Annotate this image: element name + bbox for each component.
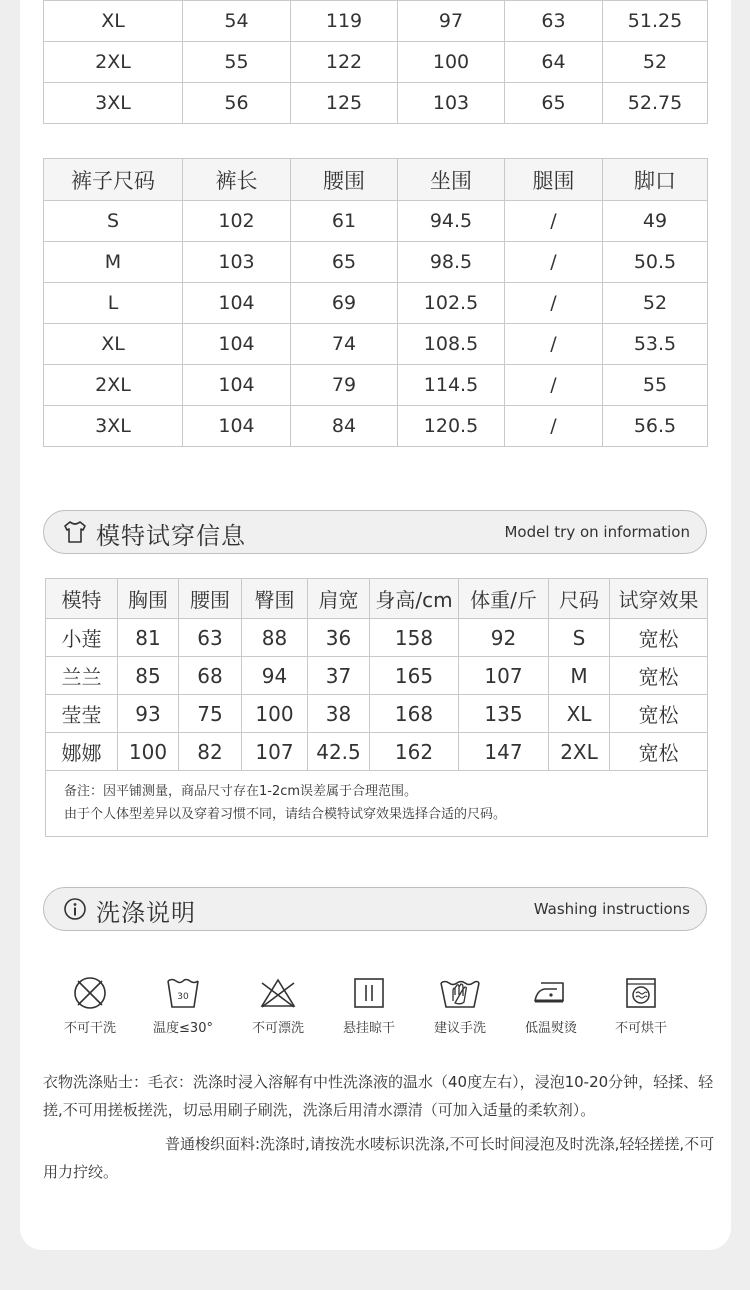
table-cell: 56.5 xyxy=(603,406,708,447)
table-row xyxy=(44,324,708,365)
table-row xyxy=(44,83,708,124)
table-cell: 114.5 xyxy=(398,365,505,406)
table-cell: 84 xyxy=(291,406,398,447)
table-cell: 162 xyxy=(370,733,459,771)
wash-item: 30 温度≤30° xyxy=(138,975,228,1036)
table-cell: 42.5 xyxy=(308,733,370,771)
table-cell: 63 xyxy=(505,1,603,42)
wash-icons-row xyxy=(50,975,710,1045)
table-cell: 85 xyxy=(118,657,179,695)
hand-wash-icon xyxy=(415,975,505,1011)
wash-section-header xyxy=(43,887,707,931)
table-cell: 64 xyxy=(505,42,603,83)
column-header: 尺码 xyxy=(549,579,610,619)
column-header: 身高/cm xyxy=(370,579,459,619)
svg-text:30: 30 xyxy=(177,992,189,1002)
table-cell: M xyxy=(549,657,610,695)
table-cell: / xyxy=(505,365,603,406)
column-header: 腰围 xyxy=(291,159,398,201)
table-cell: 135 xyxy=(459,695,549,733)
section-title: 模特试穿信息 xyxy=(96,522,246,550)
section-subtitle: Washing instructions xyxy=(533,900,690,918)
table-row xyxy=(44,365,708,406)
table-cell: 102.5 xyxy=(398,283,505,324)
column-header: 体重/斤 xyxy=(459,579,549,619)
table-cell: 2XL xyxy=(44,365,183,406)
table-cell: XL xyxy=(44,1,183,42)
table-row xyxy=(44,242,708,283)
table-cell: 104 xyxy=(183,365,291,406)
low-iron-icon xyxy=(506,975,596,1011)
table-cell: 69 xyxy=(291,283,398,324)
table-cell: M xyxy=(44,242,183,283)
table-cell: 104 xyxy=(183,406,291,447)
table-cell: 65 xyxy=(291,242,398,283)
table-row xyxy=(44,42,708,83)
table-note: 备注：因平铺测量，商品尺寸存在1-2cm误差属于合理范围。 由于个人体型差异以及穿着习惯不同，请结合模特试穿效果选择合适的尺码。 xyxy=(46,771,708,837)
table-cell: 165 xyxy=(370,657,459,695)
table-cell: 92 xyxy=(459,619,549,657)
wash-item: 建议手洗 xyxy=(415,975,505,1036)
table-cell: / xyxy=(505,283,603,324)
no-bleach-icon xyxy=(233,975,323,1011)
table-cell: 兰兰 xyxy=(46,657,118,695)
table-row xyxy=(46,657,708,695)
column-header: 坐围 xyxy=(398,159,505,201)
table-cell: S xyxy=(549,619,610,657)
top-size-table xyxy=(43,0,708,124)
table-cell: 52 xyxy=(603,42,708,83)
wash-item: 不可干洗 xyxy=(45,975,135,1036)
column-header: 试穿效果 xyxy=(610,579,708,619)
table-cell: 100 xyxy=(118,733,179,771)
table-cell: 81 xyxy=(118,619,179,657)
table-cell: S xyxy=(44,201,183,242)
table-row xyxy=(46,619,708,657)
table-cell: 37 xyxy=(308,657,370,695)
shirt-icon xyxy=(62,519,88,545)
table-cell: XL xyxy=(44,324,183,365)
table-cell: 2XL xyxy=(549,733,610,771)
table-cell: 103 xyxy=(183,242,291,283)
table-cell: 119 xyxy=(291,1,398,42)
table-cell: 102 xyxy=(183,201,291,242)
no-dry-clean-icon xyxy=(45,975,135,1011)
table-cell: 168 xyxy=(370,695,459,733)
wash-item: 悬挂晾干 xyxy=(324,975,414,1036)
column-header: 肩宽 xyxy=(308,579,370,619)
table-cell: 50.5 xyxy=(603,242,708,283)
table-cell: XL xyxy=(549,695,610,733)
table-cell: 52 xyxy=(603,283,708,324)
table-cell: 158 xyxy=(370,619,459,657)
table-cell: 娜娜 xyxy=(46,733,118,771)
table-cell: 79 xyxy=(291,365,398,406)
wash-item: 低温熨烫 xyxy=(506,975,596,1036)
table-cell: 104 xyxy=(183,324,291,365)
pants-size-table xyxy=(43,158,708,447)
table-cell: 147 xyxy=(459,733,549,771)
table-cell: 61 xyxy=(291,201,398,242)
column-header: 胸围 xyxy=(118,579,179,619)
table-cell: 98.5 xyxy=(398,242,505,283)
table-cell: 122 xyxy=(291,42,398,83)
column-header: 腿围 xyxy=(505,159,603,201)
table-row xyxy=(44,406,708,447)
table-cell: 小莲 xyxy=(46,619,118,657)
table-cell: 莹莹 xyxy=(46,695,118,733)
table-cell: / xyxy=(505,324,603,365)
table-cell: 36 xyxy=(308,619,370,657)
table-cell: / xyxy=(505,242,603,283)
table-cell: 宽松 xyxy=(610,657,708,695)
table-cell: 94 xyxy=(242,657,308,695)
table-cell: 宽松 xyxy=(610,733,708,771)
table-cell: 75 xyxy=(179,695,242,733)
table-row xyxy=(46,695,708,733)
table-cell: 38 xyxy=(308,695,370,733)
table-cell: 94.5 xyxy=(398,201,505,242)
table-cell: 3XL xyxy=(44,83,183,124)
table-cell: 125 xyxy=(291,83,398,124)
column-header: 脚口 xyxy=(603,159,708,201)
table-cell: / xyxy=(505,201,603,242)
table-cell: 107 xyxy=(459,657,549,695)
table-row xyxy=(46,733,708,771)
table-cell: 56 xyxy=(183,83,291,124)
column-header: 腰围 xyxy=(179,579,242,619)
model-section-header xyxy=(43,510,707,554)
wash-30-icon xyxy=(138,975,228,1011)
table-row xyxy=(44,201,708,242)
line-dry-icon xyxy=(324,975,414,1011)
no-tumble-dry-icon xyxy=(596,975,686,1011)
table-cell: 55 xyxy=(603,365,708,406)
column-header: 模特 xyxy=(46,579,118,619)
table-header-row xyxy=(46,579,708,619)
table-cell: 88 xyxy=(242,619,308,657)
table-cell: 82 xyxy=(179,733,242,771)
table-cell: 54 xyxy=(183,1,291,42)
table-row xyxy=(44,283,708,324)
table-cell: 108.5 xyxy=(398,324,505,365)
column-header: 臀围 xyxy=(242,579,308,619)
table-header-row xyxy=(44,159,708,201)
table-cell: 74 xyxy=(291,324,398,365)
table-cell: 63 xyxy=(179,619,242,657)
tips-paragraph: 衣物洗涤贴士：毛衣：洗涤时浸入溶解有中性洗涤液的温水（40度左右），浸泡10-20分钟，轻揉、轻搓,不可用搓板搓洗，切忌用刷子刷洗，洗涤后用清水漂清（可加入适量的柔软剂）。 xyxy=(43,1073,714,1119)
table-row xyxy=(44,1,708,42)
model-try-on-table xyxy=(45,578,708,837)
tips-paragraph: 普通梭织面料:洗涤时,请按洗水唛标识洗涤,不可长时间浸泡及时洗涤,轻轻搓搓,不可用力拧绞。 xyxy=(43,1135,715,1181)
table-cell: 100 xyxy=(242,695,308,733)
table-cell: 55 xyxy=(183,42,291,83)
table-cell: 2XL xyxy=(44,42,183,83)
table-cell: 宽松 xyxy=(610,619,708,657)
table-cell: L xyxy=(44,283,183,324)
wash-item: 不可漂洗 xyxy=(233,975,323,1036)
column-header: 裤子尺码 xyxy=(44,159,183,201)
table-cell: 107 xyxy=(242,733,308,771)
table-cell: 53.5 xyxy=(603,324,708,365)
table-cell: 宽松 xyxy=(610,695,708,733)
table-cell: 68 xyxy=(179,657,242,695)
wash-item: 不可烘干 xyxy=(596,975,686,1036)
section-title: 洗涤说明 xyxy=(96,899,196,927)
table-cell: 3XL xyxy=(44,406,183,447)
column-header: 裤长 xyxy=(183,159,291,201)
table-cell: 97 xyxy=(398,1,505,42)
table-cell: 104 xyxy=(183,283,291,324)
table-cell: 103 xyxy=(398,83,505,124)
table-cell: 65 xyxy=(505,83,603,124)
table-cell: 49 xyxy=(603,201,708,242)
table-cell: / xyxy=(505,406,603,447)
table-cell: 52.75 xyxy=(603,83,708,124)
washing-tips xyxy=(43,1068,723,1186)
table-cell: 51.25 xyxy=(603,1,708,42)
info-icon xyxy=(62,896,88,922)
table-cell: 120.5 xyxy=(398,406,505,447)
section-subtitle: Model try on information xyxy=(504,523,690,541)
table-cell: 100 xyxy=(398,42,505,83)
table-cell: 93 xyxy=(118,695,179,733)
